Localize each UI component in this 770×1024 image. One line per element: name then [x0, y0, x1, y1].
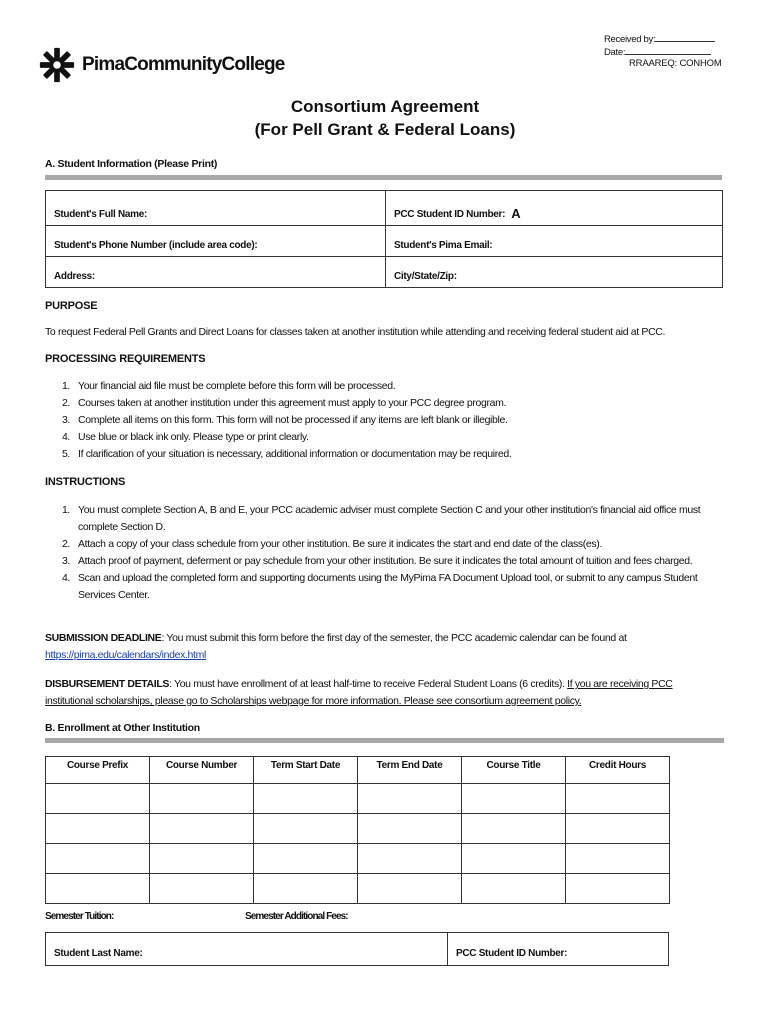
info-row-address — [46, 256, 722, 287]
table-cell[interactable] — [46, 844, 150, 874]
title-line-1: Consortium Agreement — [290, 97, 480, 116]
table-cell[interactable] — [462, 784, 566, 814]
full-name-field[interactable] — [46, 191, 386, 225]
table-cell[interactable] — [566, 784, 670, 814]
instructions-heading: INSTRUCTIONS — [45, 476, 126, 488]
purpose-text: To request Federal Pell Grants and Direct Loans for classes taken at another institution while attending and receiving federal student aid at PCC. — [45, 326, 666, 338]
section-b-label: B. Enrollment at Other Institution — [45, 722, 200, 734]
col-course-number: Course Number — [150, 757, 254, 784]
col-course-prefix: Course Prefix — [46, 757, 150, 784]
table-cell[interactable] — [254, 784, 358, 814]
scholarship-link-2[interactable]: institutional scholarships, please go to Scholarships webpage for more information. Please see consortium agreement policy. — [45, 695, 582, 707]
list-item: 1. You must complete Section A, B and E, your PCC academic adviser must complete Section C and your other institution's financial aid office must complete Section D. — [61, 504, 701, 533]
table-header-row — [46, 757, 670, 784]
address-label: Address: — [54, 271, 95, 282]
pima-logo-icon — [38, 46, 76, 84]
phone-field[interactable] — [46, 226, 386, 256]
table-cell[interactable] — [358, 814, 462, 844]
table-cell[interactable] — [358, 844, 462, 874]
info-row-phone — [46, 225, 722, 256]
list-item: 4. Use blue or black ink only. Please type or print clearly. — [61, 431, 309, 443]
date-line — [625, 46, 711, 55]
table-cell[interactable] — [358, 874, 462, 904]
table-row — [46, 784, 670, 814]
section-b-divider — [45, 738, 724, 743]
info-row-name — [46, 191, 722, 225]
student-info-table — [45, 190, 723, 288]
list-item: 2. Attach a copy of your class schedule from your other institution. Be sure it indicates the start and end date of the class(es). — [61, 538, 603, 550]
title-line-2: (For Pell Grant & Federal Loans) — [254, 120, 516, 139]
address-field[interactable] — [46, 257, 386, 287]
table-cell[interactable] — [150, 784, 254, 814]
table-cell[interactable] — [254, 844, 358, 874]
table-cell[interactable] — [358, 784, 462, 814]
phone-label: Student's Phone Number (include area code): — [54, 240, 258, 251]
table-cell[interactable] — [46, 814, 150, 844]
table-cell[interactable] — [462, 874, 566, 904]
calendar-link[interactable]: https://pima.edu/calendars/index.html — [45, 649, 206, 661]
table-cell[interactable] — [566, 844, 670, 874]
table-cell[interactable] — [566, 814, 670, 844]
full-name-label: Student's Full Name: — [54, 209, 148, 220]
submission-deadline — [45, 630, 725, 664]
table-cell[interactable] — [462, 814, 566, 844]
table-cell[interactable] — [566, 874, 670, 904]
table-cell[interactable] — [462, 844, 566, 874]
student-bottom-box — [45, 932, 669, 966]
instructions-list — [54, 502, 714, 604]
col-course-title: Course Title — [462, 757, 566, 784]
list-item: 1. Your financial aid file must be complete before this form will be processed. — [61, 380, 396, 392]
semester-tuition-label: Semester Tuition: — [45, 911, 114, 922]
student-id-field[interactable] — [386, 191, 722, 225]
table-cell[interactable] — [46, 784, 150, 814]
enrollment-table — [45, 756, 670, 904]
table-cell[interactable] — [150, 814, 254, 844]
processing-list — [54, 378, 714, 463]
list-item: 4. Scan and upload the completed form and supporting documents using the MyPima FA Document Upload tool, or submit to any campus Student Services Center. — [61, 572, 698, 601]
list-item: 2. Courses taken at another institution under this agreement must apply to your PCC degree program. — [61, 397, 507, 409]
college-name: PimaCommunityCollege — [82, 54, 285, 75]
last-name-label: Student Last Name: — [54, 948, 143, 959]
received-by-line — [655, 33, 715, 42]
table-cell[interactable] — [46, 874, 150, 904]
list-item: 3. Attach proof of payment, deferment or pay schedule from your other institution. Be sure it indicates the total amount of tuition and fees charged. — [61, 555, 693, 567]
disbursement-label: DISBURSEMENT DETAILS — [45, 678, 170, 690]
list-item: 5. If clarification of your situation is necessary, additional information or documentation may be required. — [61, 448, 512, 460]
table-cell[interactable] — [150, 874, 254, 904]
list-item: 3. Complete all items on this form. This form will not be processed if any items are left blank or illegible. — [61, 414, 508, 426]
form-code: RRAAREQ: CONHOM — [629, 58, 722, 69]
table-cell[interactable] — [254, 814, 358, 844]
student-id-label: PCC Student ID Number: — [394, 209, 506, 220]
col-term-start: Term Start Date — [254, 757, 358, 784]
table-row — [46, 814, 670, 844]
table-cell[interactable] — [254, 874, 358, 904]
student-id-prefix: A — [511, 206, 521, 221]
last-name-field[interactable] — [46, 933, 448, 965]
processing-heading: PROCESSING REQUIREMENTS — [45, 353, 206, 365]
scholarship-link-1[interactable]: If you are receiving PCC — [567, 678, 673, 690]
email-field[interactable] — [386, 226, 722, 256]
bottom-id-label: PCC Student ID Number: — [456, 948, 568, 959]
table-row — [46, 844, 670, 874]
form-title — [0, 95, 770, 141]
semester-fees-label: Semester Additional Fees: — [245, 911, 348, 922]
disbursement-details — [45, 676, 725, 710]
table-cell[interactable] — [150, 844, 254, 874]
purpose-heading: PURPOSE — [45, 300, 98, 312]
email-label: Student's Pima Email: — [394, 240, 493, 251]
bottom-id-field[interactable] — [448, 933, 668, 965]
col-term-end: Term End Date — [358, 757, 462, 784]
deadline-label: SUBMISSION DEADLINE — [45, 632, 162, 644]
disbursement-text: : You must have enrollment of at least half-time to receive Federal Student Loans (6 credits). — [169, 678, 565, 690]
college-logo — [38, 46, 285, 84]
table-row — [46, 874, 670, 904]
received-block — [604, 33, 715, 59]
col-credit-hours: Credit Hours — [566, 757, 670, 784]
received-by-label: Received by: — [604, 34, 656, 45]
city-field[interactable] — [386, 257, 722, 287]
city-label: City/State/Zip: — [394, 271, 457, 282]
section-a-divider — [45, 175, 722, 180]
section-a-label: A. Student Information (Please Print) — [45, 158, 218, 170]
date-label: Date: — [604, 47, 626, 58]
deadline-text: : You must submit this form before the first day of the semester, the PCC academic calendar can be found at — [161, 632, 627, 644]
